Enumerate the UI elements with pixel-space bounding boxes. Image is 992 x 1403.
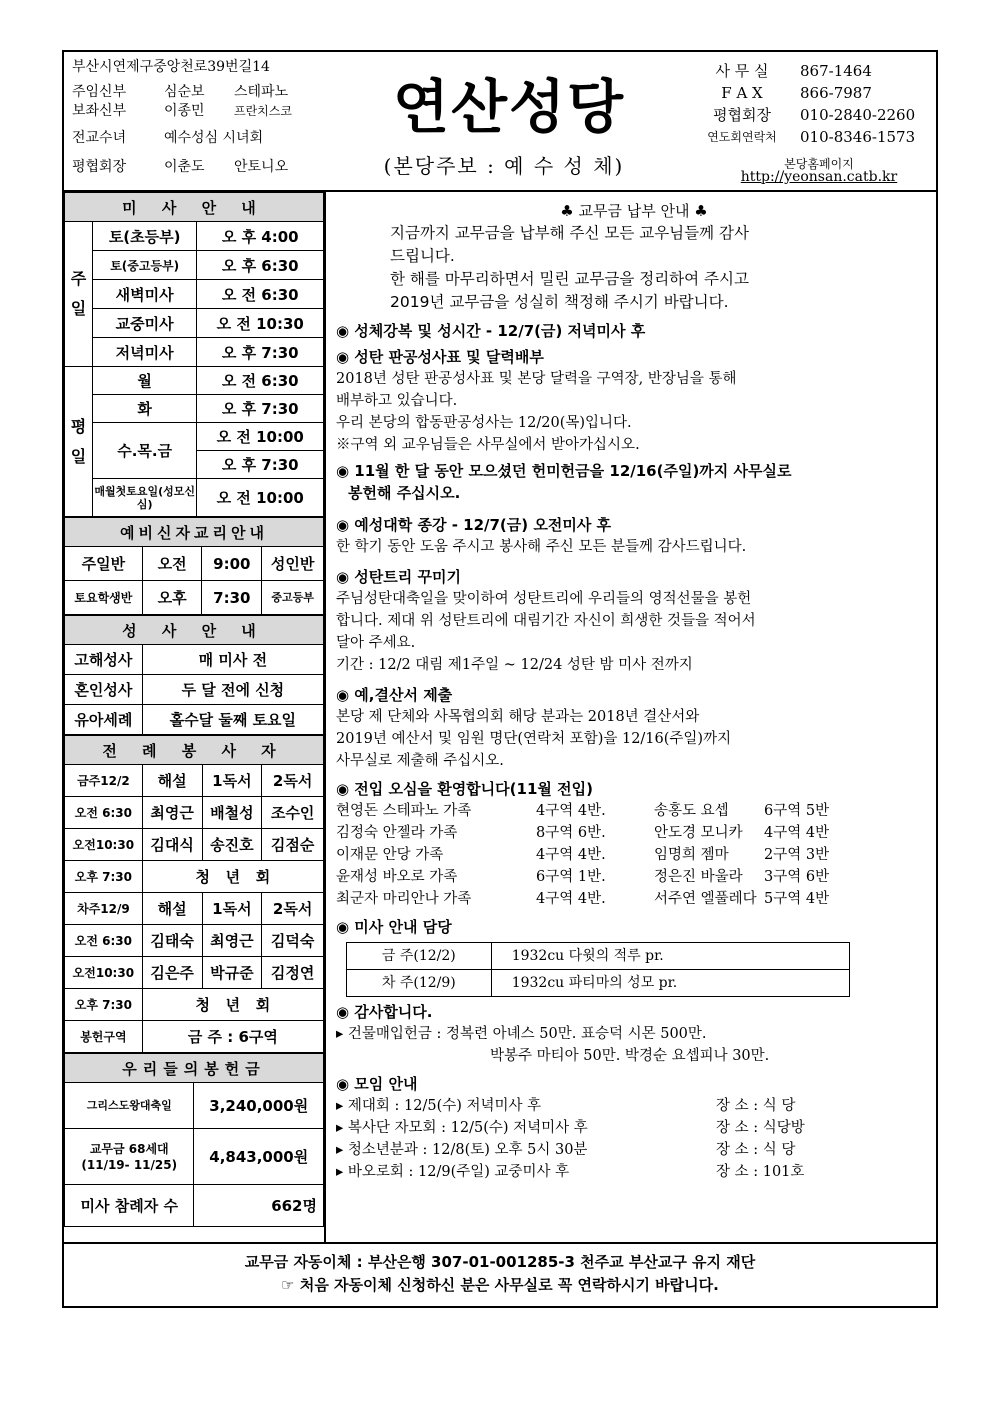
cat-cell: 중고등부 bbox=[262, 581, 324, 615]
duty-group: 1932cu 다윗의 적루 pr. bbox=[491, 943, 849, 970]
newcomer-zone: 6구역 1반. bbox=[536, 869, 606, 885]
donations-title: 우리들의봉헌금 bbox=[65, 1054, 324, 1083]
weekday-label: 평일 bbox=[65, 367, 93, 517]
contact-row: 평협회장 010-2840-2260 bbox=[713, 106, 916, 124]
sacraments-title: 성 사 안 내 bbox=[65, 616, 324, 645]
mass-time: 오 전 10:30 bbox=[197, 309, 324, 338]
newcomer-zone: 3구역 6반 bbox=[764, 869, 830, 885]
server-name: 조수인 bbox=[262, 797, 324, 829]
staff-row: 보좌신부 이종민 프란치스코 bbox=[72, 103, 292, 119]
mass-name: 새벽미사 bbox=[92, 280, 197, 309]
mass-name: 토(초등부) bbox=[92, 222, 197, 251]
header-left bbox=[72, 58, 292, 177]
thanks-line: 박봉주 마티아 50만. 박경순 요셉피나 30만. bbox=[490, 1048, 770, 1064]
newcomer-zone: 6구역 5반 bbox=[764, 803, 830, 819]
mass-name: 수.목.금 bbox=[92, 423, 197, 479]
mass-time: 오 전 10:00 bbox=[197, 423, 324, 451]
mass-title: 미 사 안 내 bbox=[65, 193, 324, 222]
col-head: 해설 bbox=[142, 765, 202, 797]
newcomer: 정은진 바울라 bbox=[654, 869, 743, 885]
sac-cell: 혼인성사 bbox=[65, 675, 143, 705]
catechumen-title: 예비신자교리안내 bbox=[65, 518, 324, 547]
week-label: 금주12/2 bbox=[65, 765, 143, 797]
newcomers-list bbox=[336, 800, 932, 910]
mass-time: 오 후 7:30 bbox=[197, 451, 324, 479]
newcomer-zone: 4구역 4반. bbox=[536, 891, 606, 907]
server-name: 김덕숙 bbox=[262, 925, 324, 957]
meeting: ▸ 청소년분과 : 12/8(토) 오후 5시 30분 bbox=[336, 1142, 588, 1158]
mass-time: 오 전 10:00 bbox=[197, 479, 324, 517]
server-name: 김대식 bbox=[142, 829, 202, 861]
server-name: 송진호 bbox=[202, 829, 262, 861]
newcomer: 안도경 모니카 bbox=[654, 825, 743, 841]
cat-cell: 오후 bbox=[142, 581, 202, 615]
homepage-label: 본당홈페이지 bbox=[784, 157, 854, 171]
cat-cell: 성인반 bbox=[262, 547, 324, 581]
offering-label: 봉헌구역 bbox=[65, 1021, 143, 1053]
bulletin-page bbox=[62, 50, 938, 1308]
server-time: 오전10:30 bbox=[65, 829, 143, 861]
tithe-title: ♣ 교무금 납부 안내 ♣ bbox=[560, 202, 708, 220]
newcomer-zone: 8구역 6반. bbox=[536, 825, 606, 841]
newcomers-title: ◉ 전입 오심을 환영합니다(11월 전입) bbox=[336, 780, 593, 798]
server-name: 박규준 bbox=[202, 957, 262, 989]
meeting-place: 장 소 : 식당방 bbox=[716, 1120, 805, 1136]
homepage-link[interactable]: http://yeonsan.catb.kr bbox=[740, 169, 898, 185]
tree-line: 기간 : 12/2 대림 제1주일 ~ 12/24 성탄 밤 미사 전까지 bbox=[336, 657, 693, 673]
newcomer: 김정숙 안젤라 가족 bbox=[336, 825, 458, 841]
col-head: 해설 bbox=[142, 893, 202, 925]
staff-row: 주임신부 심순보 스테파노 bbox=[72, 84, 289, 100]
sunday-label: 주일 bbox=[65, 222, 93, 367]
mass-name: 저녁미사 bbox=[92, 338, 197, 367]
staff-row: 평협회장 이춘도 안토니오 bbox=[72, 159, 289, 175]
budget-line: 2019년 예산서 및 임원 명단(연락처 포함)을 12/16(주일)까지 bbox=[336, 731, 732, 747]
budget-line: 사무실로 제출해 주십시오. bbox=[336, 753, 504, 769]
newcomer: 이재문 안당 가족 bbox=[336, 847, 444, 863]
mass-name: 교중미사 bbox=[92, 309, 197, 338]
notices bbox=[336, 200, 932, 1240]
week-label: 차주12/9 bbox=[65, 893, 143, 925]
staff-row: 전교수녀 예수성심 시녀회 bbox=[72, 130, 264, 146]
cat-cell: 9:00 bbox=[202, 547, 262, 581]
autopay-note: ☞ 처음 자동이체 신청하신 분은 사무실로 꼭 연락하시기 바랍니다. bbox=[281, 1276, 719, 1294]
thanks-line: ▸ 건물매입헌금 : 정복련 아녜스 50만. 표승덕 시몬 500만. bbox=[336, 1026, 707, 1042]
duty-group: 1932cu 파티마의 성모 pr. bbox=[491, 970, 849, 997]
newcomer: 윤재성 바오로 가족 bbox=[336, 869, 458, 885]
mass-time: 오 전 6:30 bbox=[197, 280, 324, 309]
donation-label: 그리스도왕대축일 bbox=[65, 1083, 194, 1129]
newcomer-zone: 4구역 4반 bbox=[764, 825, 830, 841]
sac-cell: 고해성사 bbox=[65, 645, 143, 675]
server-name: 배철성 bbox=[202, 797, 262, 829]
meeting: ▸ 복사단 자모회 : 12/5(수) 저녁미사 후 bbox=[336, 1120, 588, 1136]
server-time: 오전10:30 bbox=[65, 957, 143, 989]
server-name: 김태숙 bbox=[142, 925, 202, 957]
col-head: 1독서 bbox=[202, 765, 262, 797]
newcomer-zone: 4구역 4반. bbox=[536, 847, 606, 863]
cat-cell: 7:30 bbox=[202, 581, 262, 615]
tree-line: 주님성탄대축일을 맞이하여 성탄트리에 우리들의 영적선물을 봉헌 bbox=[336, 591, 752, 607]
donation-amount: 3,240,000원 bbox=[194, 1083, 324, 1129]
col-head: 2독서 bbox=[262, 765, 324, 797]
duty-week: 차 주(12/9) bbox=[347, 970, 492, 997]
server-time: 오전 6:30 bbox=[65, 925, 143, 957]
server-name: 김점순 bbox=[262, 829, 324, 861]
offering-notice: ◉ 11월 한 달 동안 모으셨던 헌미헌금을 12/16(주일)까지 사무실로 bbox=[336, 462, 792, 480]
tithe-line: 한 해를 마무리하면서 밀린 교무금을 정리하여 주시고 bbox=[390, 270, 749, 288]
cat-cell: 오전 bbox=[142, 547, 202, 581]
newcomer-zone: 2구역 3반 bbox=[764, 847, 830, 863]
sac-cell: 두 달 전에 신청 bbox=[142, 675, 323, 705]
mass-duty-title: ◉ 미사 안내 담당 bbox=[336, 918, 452, 936]
server-group: 청 년 회 bbox=[142, 861, 323, 893]
servers-title: 전 례 봉 사 자 bbox=[65, 736, 324, 765]
sac-cell: 유아세례 bbox=[65, 705, 143, 735]
christmas-title: ◉ 성탄 판공성사표 및 달력배부 bbox=[336, 348, 544, 366]
mass-name: 화 bbox=[92, 395, 197, 423]
christmas-line: 2018년 성탄 판공성사표 및 본당 달력을 구역장, 반장님을 통해 bbox=[336, 371, 737, 387]
sac-cell: 매 미사 전 bbox=[142, 645, 323, 675]
donation-label: 교무금 68세대 (11/19- 11/25) bbox=[65, 1129, 194, 1185]
newcomer-zone: 5구역 4반 bbox=[764, 891, 830, 907]
mass-name: 매월첫토요일(성모신심) bbox=[92, 479, 197, 517]
meeting-place: 장 소 : 식 당 bbox=[716, 1098, 796, 1114]
meeting: ▸ 제대회 : 12/5(수) 저녁미사 후 bbox=[336, 1098, 542, 1114]
col-head: 1독서 bbox=[202, 893, 262, 925]
mass-duty-table bbox=[346, 942, 850, 997]
sac-cell: 홀수달 둘째 토요일 bbox=[142, 705, 323, 735]
budget-title: ◉ 예,결산서 제출 bbox=[336, 686, 453, 704]
newcomer-zone: 4구역 4반. bbox=[536, 803, 606, 819]
homepage bbox=[719, 158, 919, 184]
offering-value: 금 주 : 6구역 bbox=[142, 1021, 323, 1053]
tithe-line: 지금까지 교무금을 납부해 주신 모든 교우님들께 감사 bbox=[390, 224, 749, 242]
server-time: 오후 7:30 bbox=[65, 861, 143, 893]
mass-name: 월 bbox=[92, 367, 197, 395]
contact-row: F A X 866-7987 bbox=[721, 84, 872, 102]
christmas-line: 우리 본당의 합동판공성사는 12/20(목)입니다. bbox=[336, 415, 632, 431]
donations-table bbox=[64, 1053, 324, 1227]
offering-notice: 봉헌해 주십시오. bbox=[348, 484, 461, 502]
thanks-title: ◉ 감사합니다. bbox=[336, 1003, 433, 1021]
meeting-place: 장 소 : 101호 bbox=[716, 1164, 805, 1180]
server-group: 청 년 회 bbox=[142, 989, 323, 1021]
college-line: 한 학기 동안 도움 주시고 봉사해 주신 모든 분들께 감사드립니다. bbox=[336, 539, 747, 555]
footer bbox=[64, 1242, 936, 1306]
newcomer: 최군자 마리안나 가족 bbox=[336, 891, 472, 907]
cat-cell: 주일반 bbox=[65, 547, 143, 581]
newcomer: 송홍도 요셉 bbox=[654, 803, 729, 819]
contacts bbox=[694, 60, 915, 148]
sacraments-table bbox=[64, 615, 324, 735]
christmas-line: 배부하고 있습니다. bbox=[336, 393, 458, 409]
mass-time: 오 후 4:00 bbox=[197, 222, 324, 251]
servers-table bbox=[64, 735, 324, 1053]
newcomer: 현영돈 스테파노 가족 bbox=[336, 803, 472, 819]
contact-row: 사 무 실 867-1464 bbox=[715, 62, 872, 80]
server-name: 최영근 bbox=[142, 797, 202, 829]
tree-title: ◉ 성탄트리 꾸미기 bbox=[336, 568, 461, 586]
server-name: 김은주 bbox=[142, 957, 202, 989]
christmas-line: ※구역 외 교우님들은 사무실에서 받아가십시오. bbox=[336, 437, 640, 453]
mass-time: 오 후 7:30 bbox=[197, 338, 324, 367]
meetings-title: ◉ 모임 안내 bbox=[336, 1075, 418, 1093]
header bbox=[64, 52, 936, 192]
left-column bbox=[64, 192, 326, 1242]
attendance-count: 662명 bbox=[194, 1185, 324, 1227]
server-name: 김정연 bbox=[262, 957, 324, 989]
tithe-line: 드립니다. bbox=[390, 247, 455, 265]
bulletin-subtitle: (본당주보 : 예 수 성 체) bbox=[383, 154, 625, 178]
mass-name: 토(중고등부) bbox=[92, 251, 197, 280]
mass-time: 오 후 7:30 bbox=[197, 395, 324, 423]
parish-title: 연산성당 bbox=[392, 73, 626, 141]
address: 부산시연제구중앙천로39번길14 bbox=[72, 59, 270, 75]
donation-amount: 4,843,000원 bbox=[194, 1129, 324, 1185]
newcomer: 서주연 엘풀레다 bbox=[654, 891, 757, 907]
mass-time: 오 후 6:30 bbox=[197, 251, 324, 280]
col-head: 2독서 bbox=[262, 893, 324, 925]
budget-line: 본당 제 단체와 사목협의회 해당 분과는 2018년 결산서와 bbox=[336, 709, 700, 725]
mass-table bbox=[64, 192, 324, 517]
tithe-line: 2019년 교무금을 성실히 책정해 주시기 바랍니다. bbox=[390, 293, 729, 311]
server-time: 오후 7:30 bbox=[65, 989, 143, 1021]
cat-cell: 토요학생반 bbox=[65, 581, 143, 615]
meetings-list bbox=[336, 1095, 932, 1183]
contact-row: 연도회연락처 010-8346-1573 bbox=[707, 128, 916, 146]
server-name: 최영근 bbox=[202, 925, 262, 957]
newcomer: 임명희 젬마 bbox=[654, 847, 729, 863]
server-time: 오전 6:30 bbox=[65, 797, 143, 829]
meeting: ▸ 바오로회 : 12/9(주일) 교중미사 후 bbox=[336, 1164, 570, 1180]
tree-line: 달아 주세요. bbox=[336, 635, 416, 651]
catechumen-table bbox=[64, 517, 324, 615]
tree-line: 합니다. 제대 위 성탄트리에 대림기간 자신이 희생한 것들을 적어서 bbox=[336, 613, 756, 629]
duty-week: 금 주(12/2) bbox=[347, 943, 492, 970]
college-title: ◉ 예성대학 종강 - 12/7(금) 오전미사 후 bbox=[336, 516, 612, 534]
meeting-place: 장 소 : 식 당 bbox=[716, 1142, 796, 1158]
autopay-info: 교무금 자동이체 : 부산은행 307-01-001285-3 천주교 부산교구 유지 재단 bbox=[244, 1253, 756, 1271]
adoration-notice: ◉ 성체강복 및 성시간 - 12/7(금) 저녁미사 후 bbox=[336, 322, 646, 340]
attendance-label: 미사 참례자 수 bbox=[65, 1185, 194, 1227]
mass-time: 오 전 6:30 bbox=[197, 367, 324, 395]
